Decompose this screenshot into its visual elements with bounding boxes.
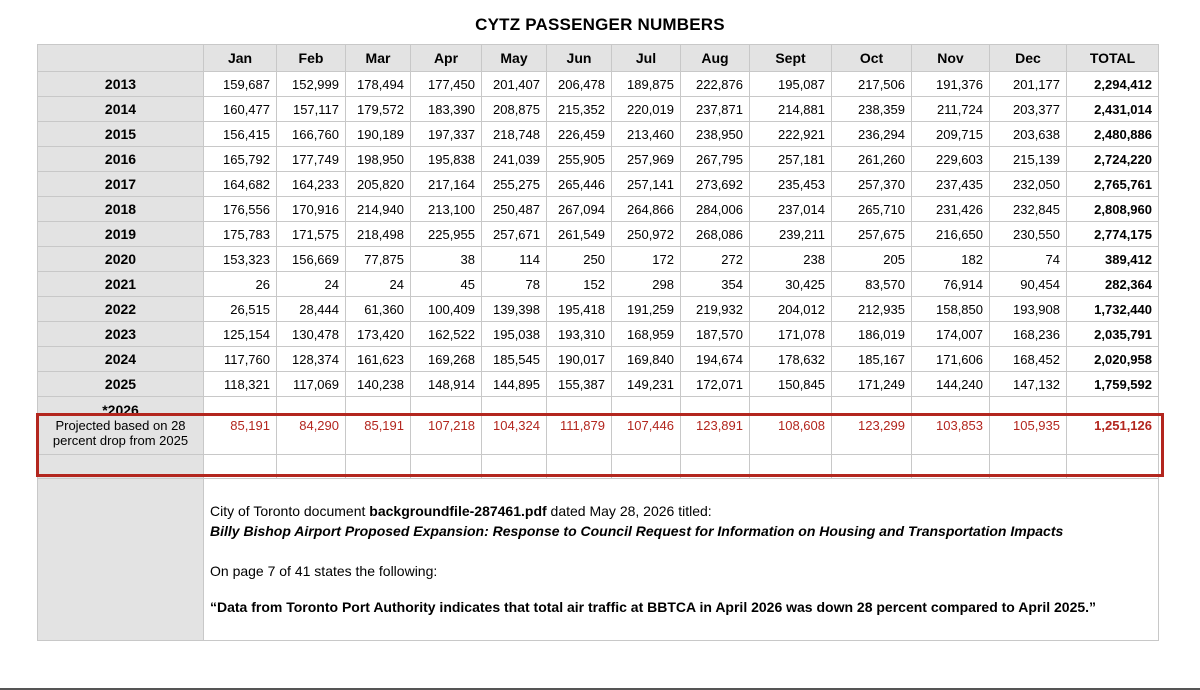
table-cell: 214,881 <box>750 97 832 122</box>
table-cell: 250,487 <box>482 197 547 222</box>
table-cell: 218,748 <box>482 122 547 147</box>
projection-cell: 85,191 <box>346 397 411 455</box>
table-cell: 74 <box>990 247 1067 272</box>
table-cell: 83,570 <box>832 272 912 297</box>
projection-row <box>38 397 1159 455</box>
table-cell: 214,940 <box>346 197 411 222</box>
table-cell: 193,310 <box>547 322 612 347</box>
table-cell: 177,749 <box>277 147 346 172</box>
table-cell: 130,478 <box>277 322 346 347</box>
note-quote: “Data from Toronto Port Authority indicates that total air traffic at BBTCA in April 2026 was down 28 percent compared to April 2025.” <box>210 599 1097 615</box>
row-total-cell: 389,412 <box>1067 247 1159 272</box>
table-cell: 238 <box>750 247 832 272</box>
table-cell: 30,425 <box>750 272 832 297</box>
row-total-cell: 1,732,440 <box>1067 297 1159 322</box>
projection-label-line1: Projected based on 28 <box>55 418 186 433</box>
table-cell: 265,446 <box>547 172 612 197</box>
table-cell: 195,838 <box>411 147 482 172</box>
note-prefix: City of Toronto document <box>210 503 370 519</box>
table-cell: 125,154 <box>204 322 277 347</box>
column-header-total: TOTAL <box>1067 45 1159 72</box>
table-cell: 160,477 <box>204 97 277 122</box>
table-cell: 250,972 <box>612 222 681 247</box>
note-line-1 <box>210 501 1152 521</box>
column-header-jul: Jul <box>612 45 681 72</box>
row-year-label: 2016 <box>38 147 204 172</box>
table-row <box>38 372 1159 397</box>
blank-cell <box>681 455 750 479</box>
projection-cell: 123,299 <box>832 397 912 455</box>
table-row <box>38 172 1159 197</box>
table-cell: 232,845 <box>990 197 1067 222</box>
note-document-title: Billy Bishop Airport Proposed Expansion: Response to Council Request for Information on Housing and Transportation Impacts <box>210 523 1064 539</box>
table-cell: 168,236 <box>990 322 1067 347</box>
table-cell: 267,795 <box>681 147 750 172</box>
row-year-label: 2025 <box>38 372 204 397</box>
row-total-cell: 2,294,412 <box>1067 72 1159 97</box>
blank-cell <box>612 455 681 479</box>
column-header-aug: Aug <box>681 45 750 72</box>
table-cell: 238,359 <box>832 97 912 122</box>
table-cell: 239,211 <box>750 222 832 247</box>
table-cell: 24 <box>346 272 411 297</box>
projection-cell: 85,191 <box>204 397 277 455</box>
table-cell: 211,724 <box>912 97 990 122</box>
row-year-label: 2019 <box>38 222 204 247</box>
row-total-cell: 1,759,592 <box>1067 372 1159 397</box>
table-cell: 201,177 <box>990 72 1067 97</box>
column-header-mar: Mar <box>346 45 411 72</box>
table-cell: 232,050 <box>990 172 1067 197</box>
page-title: CYTZ PASSENGER NUMBERS <box>475 15 725 34</box>
table-cell: 117,760 <box>204 347 277 372</box>
table-cell: 176,556 <box>204 197 277 222</box>
table-cell: 241,039 <box>482 147 547 172</box>
blank-cell <box>547 455 612 479</box>
table-cell: 78 <box>482 272 547 297</box>
table-cell: 255,275 <box>482 172 547 197</box>
table-cell: 153,323 <box>204 247 277 272</box>
table-cell: 152 <box>547 272 612 297</box>
blank-cell <box>277 455 346 479</box>
table-cell: 194,674 <box>681 347 750 372</box>
row-year-label: 2017 <box>38 172 204 197</box>
column-header-jun: Jun <box>547 45 612 72</box>
table-cell: 174,007 <box>912 322 990 347</box>
table-row <box>38 147 1159 172</box>
note-label-cell <box>38 479 204 641</box>
table-cell: 222,876 <box>681 72 750 97</box>
projection-cell: 104,324 <box>482 397 547 455</box>
table-cell: 178,494 <box>346 72 411 97</box>
blank-cell <box>990 455 1067 479</box>
table-cell: 172,071 <box>681 372 750 397</box>
table-cell: 175,783 <box>204 222 277 247</box>
projection-cell: 103,853 <box>912 397 990 455</box>
table-cell: 220,019 <box>612 97 681 122</box>
row-total-cell: 2,774,175 <box>1067 222 1159 247</box>
header-row <box>38 45 1159 72</box>
table-cell: 177,450 <box>411 72 482 97</box>
table-cell: 229,603 <box>912 147 990 172</box>
table-cell: 144,895 <box>482 372 547 397</box>
table-cell: 38 <box>411 247 482 272</box>
table-cell: 128,374 <box>277 347 346 372</box>
table-cell: 187,570 <box>681 322 750 347</box>
table-cell: 201,407 <box>482 72 547 97</box>
table-cell: 213,100 <box>411 197 482 222</box>
table-cell: 26 <box>204 272 277 297</box>
table-cell: 164,233 <box>277 172 346 197</box>
table-cell: 354 <box>681 272 750 297</box>
table-cell: 257,181 <box>750 147 832 172</box>
row-total-cell: 2,724,220 <box>1067 147 1159 172</box>
blank-cell <box>346 455 411 479</box>
corner-cell <box>38 45 204 72</box>
table-row <box>38 322 1159 347</box>
table-cell: 169,268 <box>411 347 482 372</box>
table-cell: 156,669 <box>277 247 346 272</box>
table-cell: 265,710 <box>832 197 912 222</box>
column-header-jan: Jan <box>204 45 277 72</box>
table-cell: 168,452 <box>990 347 1067 372</box>
table-cell: 190,017 <box>547 347 612 372</box>
projection-cell: 84,290 <box>277 397 346 455</box>
table-cell: 284,006 <box>681 197 750 222</box>
blank-cell <box>912 455 990 479</box>
table-row <box>38 122 1159 147</box>
table-cell: 203,377 <box>990 97 1067 122</box>
column-header-oct: Oct <box>832 45 912 72</box>
table-cell: 298 <box>612 272 681 297</box>
table-cell: 76,914 <box>912 272 990 297</box>
row-year-label: 2024 <box>38 347 204 372</box>
row-year-label: 2023 <box>38 322 204 347</box>
table-cell: 257,969 <box>612 147 681 172</box>
blank-cell <box>482 455 547 479</box>
table-cell: 231,426 <box>912 197 990 222</box>
table-cell: 222,921 <box>750 122 832 147</box>
table-cell: 164,682 <box>204 172 277 197</box>
table-cell: 155,387 <box>547 372 612 397</box>
table-cell: 215,352 <box>547 97 612 122</box>
table-row <box>38 297 1159 322</box>
table-cell: 24 <box>277 272 346 297</box>
table-cell: 217,506 <box>832 72 912 97</box>
row-year-label: 2020 <box>38 247 204 272</box>
table-cell: 117,069 <box>277 372 346 397</box>
table-cell: 158,850 <box>912 297 990 322</box>
row-year-label: 2021 <box>38 272 204 297</box>
table-cell: 26,515 <box>204 297 277 322</box>
row-total-cell: 2,765,761 <box>1067 172 1159 197</box>
table-cell: 170,916 <box>277 197 346 222</box>
table-cell: 198,950 <box>346 147 411 172</box>
table-cell: 267,094 <box>547 197 612 222</box>
table-cell: 217,164 <box>411 172 482 197</box>
table-row <box>38 272 1159 297</box>
table-cell: 169,840 <box>612 347 681 372</box>
table-row <box>38 72 1159 97</box>
table-cell: 226,459 <box>547 122 612 147</box>
table-cell: 237,871 <box>681 97 750 122</box>
row-total-cell: 282,364 <box>1067 272 1159 297</box>
projection-cell: 108,608 <box>750 397 832 455</box>
table-cell: 28,444 <box>277 297 346 322</box>
table-cell: 189,875 <box>612 72 681 97</box>
table-cell: 161,623 <box>346 347 411 372</box>
table-cell: 257,675 <box>832 222 912 247</box>
table-cell: 140,238 <box>346 372 411 397</box>
table-cell: 235,453 <box>750 172 832 197</box>
table-cell: 61,360 <box>346 297 411 322</box>
table-cell: 168,959 <box>612 322 681 347</box>
table-cell: 268,086 <box>681 222 750 247</box>
table-cell: 219,932 <box>681 297 750 322</box>
table-cell: 90,454 <box>990 272 1067 297</box>
table-cell: 257,141 <box>612 172 681 197</box>
table-cell: 216,650 <box>912 222 990 247</box>
table-cell: 191,259 <box>612 297 681 322</box>
projection-cell: 123,891 <box>681 397 750 455</box>
table-cell: 118,321 <box>204 372 277 397</box>
row-year-label: 2015 <box>38 122 204 147</box>
column-header-may: May <box>482 45 547 72</box>
table-cell: 273,692 <box>681 172 750 197</box>
table-cell: 179,572 <box>346 97 411 122</box>
table-cell: 237,014 <box>750 197 832 222</box>
table-cell: 172 <box>612 247 681 272</box>
blank-cell <box>750 455 832 479</box>
table-cell: 209,715 <box>912 122 990 147</box>
table-cell: 238,950 <box>681 122 750 147</box>
table-cell: 195,087 <box>750 72 832 97</box>
table-cell: 185,545 <box>482 347 547 372</box>
table-cell: 173,420 <box>346 322 411 347</box>
blank-cell <box>832 455 912 479</box>
table-cell: 257,370 <box>832 172 912 197</box>
column-header-sept: Sept <box>750 45 832 72</box>
projection-cell: 111,879 <box>547 397 612 455</box>
table-cell: 230,550 <box>990 222 1067 247</box>
projection-label-line2: percent drop from 2025 <box>52 433 189 448</box>
table-cell: 171,575 <box>277 222 346 247</box>
table-cell: 261,549 <box>547 222 612 247</box>
table-cell: 206,478 <box>547 72 612 97</box>
table-cell: 186,019 <box>832 322 912 347</box>
table-cell: 156,415 <box>204 122 277 147</box>
column-header-nov: Nov <box>912 45 990 72</box>
table-cell: 225,955 <box>411 222 482 247</box>
table-cell: 159,687 <box>204 72 277 97</box>
blank-cell <box>204 455 277 479</box>
table-cell: 250 <box>547 247 612 272</box>
table-cell: 144,240 <box>912 372 990 397</box>
table-cell: 215,139 <box>990 147 1067 172</box>
blank-row <box>38 455 1159 479</box>
table-cell: 147,132 <box>990 372 1067 397</box>
projection-cell: 107,446 <box>612 397 681 455</box>
table-cell: 255,905 <box>547 147 612 172</box>
table-cell: 171,078 <box>750 322 832 347</box>
projection-label <box>38 397 204 455</box>
table-cell: 77,875 <box>346 247 411 272</box>
blank-label-cell <box>38 455 204 479</box>
table-cell: 45 <box>411 272 482 297</box>
table-cell: 197,337 <box>411 122 482 147</box>
table-cell: 100,409 <box>411 297 482 322</box>
table-row <box>38 222 1159 247</box>
table-cell: 157,117 <box>277 97 346 122</box>
table-cell: 191,376 <box>912 72 990 97</box>
row-total-cell: 2,808,960 <box>1067 197 1159 222</box>
table-cell: 212,935 <box>832 297 912 322</box>
table-row <box>38 97 1159 122</box>
table-cell: 213,460 <box>612 122 681 147</box>
table-cell: 183,390 <box>411 97 482 122</box>
table-cell: 257,671 <box>482 222 547 247</box>
table-cell: 171,249 <box>832 372 912 397</box>
table-cell: 195,038 <box>482 322 547 347</box>
projection-total-cell: 1,251,126 <box>1067 397 1159 455</box>
projection-cell: 105,935 <box>990 397 1067 455</box>
table-cell: 178,632 <box>750 347 832 372</box>
projection-year: *2026 <box>102 402 139 418</box>
table-cell: 166,760 <box>277 122 346 147</box>
note-suffix: dated May 28, 2026 titled: <box>546 503 712 519</box>
row-year-label: 2022 <box>38 297 204 322</box>
table-cell: 190,189 <box>346 122 411 147</box>
row-year-label: 2014 <box>38 97 204 122</box>
passenger-table <box>37 44 1159 641</box>
table-cell: 203,638 <box>990 122 1067 147</box>
table-cell: 165,792 <box>204 147 277 172</box>
table-cell: 205,820 <box>346 172 411 197</box>
row-year-label: 2013 <box>38 72 204 97</box>
table-cell: 149,231 <box>612 372 681 397</box>
table-cell: 204,012 <box>750 297 832 322</box>
table-cell: 236,294 <box>832 122 912 147</box>
table-cell: 150,845 <box>750 372 832 397</box>
table-cell: 205 <box>832 247 912 272</box>
table-cell: 185,167 <box>832 347 912 372</box>
table-row <box>38 247 1159 272</box>
table-cell: 272 <box>681 247 750 272</box>
blank-cell <box>1067 455 1159 479</box>
note-row <box>38 479 1159 641</box>
table-cell: 195,418 <box>547 297 612 322</box>
note-filename: backgroundfile-287461.pdf <box>369 503 547 519</box>
table-row <box>38 197 1159 222</box>
table-cell: 264,866 <box>612 197 681 222</box>
table-cell: 171,606 <box>912 347 990 372</box>
table-cell: 162,522 <box>411 322 482 347</box>
table-cell: 148,914 <box>411 372 482 397</box>
table-cell: 218,498 <box>346 222 411 247</box>
row-total-cell: 2,035,791 <box>1067 322 1159 347</box>
column-header-apr: Apr <box>411 45 482 72</box>
row-total-cell: 2,020,958 <box>1067 347 1159 372</box>
column-header-feb: Feb <box>277 45 346 72</box>
row-total-cell: 2,431,014 <box>1067 97 1159 122</box>
source-note <box>204 479 1159 641</box>
table-cell: 261,260 <box>832 147 912 172</box>
table-row <box>38 347 1159 372</box>
row-year-label: 2018 <box>38 197 204 222</box>
projection-cell: 107,218 <box>411 397 482 455</box>
blank-cell <box>411 455 482 479</box>
table-cell: 237,435 <box>912 172 990 197</box>
table-cell: 182 <box>912 247 990 272</box>
column-header-dec: Dec <box>990 45 1067 72</box>
table-cell: 208,875 <box>482 97 547 122</box>
table-cell: 193,908 <box>990 297 1067 322</box>
note-page-reference: On page 7 of 41 states the following: <box>210 563 438 579</box>
table-cell: 152,999 <box>277 72 346 97</box>
row-total-cell: 2,480,886 <box>1067 122 1159 147</box>
table-cell: 114 <box>482 247 547 272</box>
table-cell: 139,398 <box>482 297 547 322</box>
